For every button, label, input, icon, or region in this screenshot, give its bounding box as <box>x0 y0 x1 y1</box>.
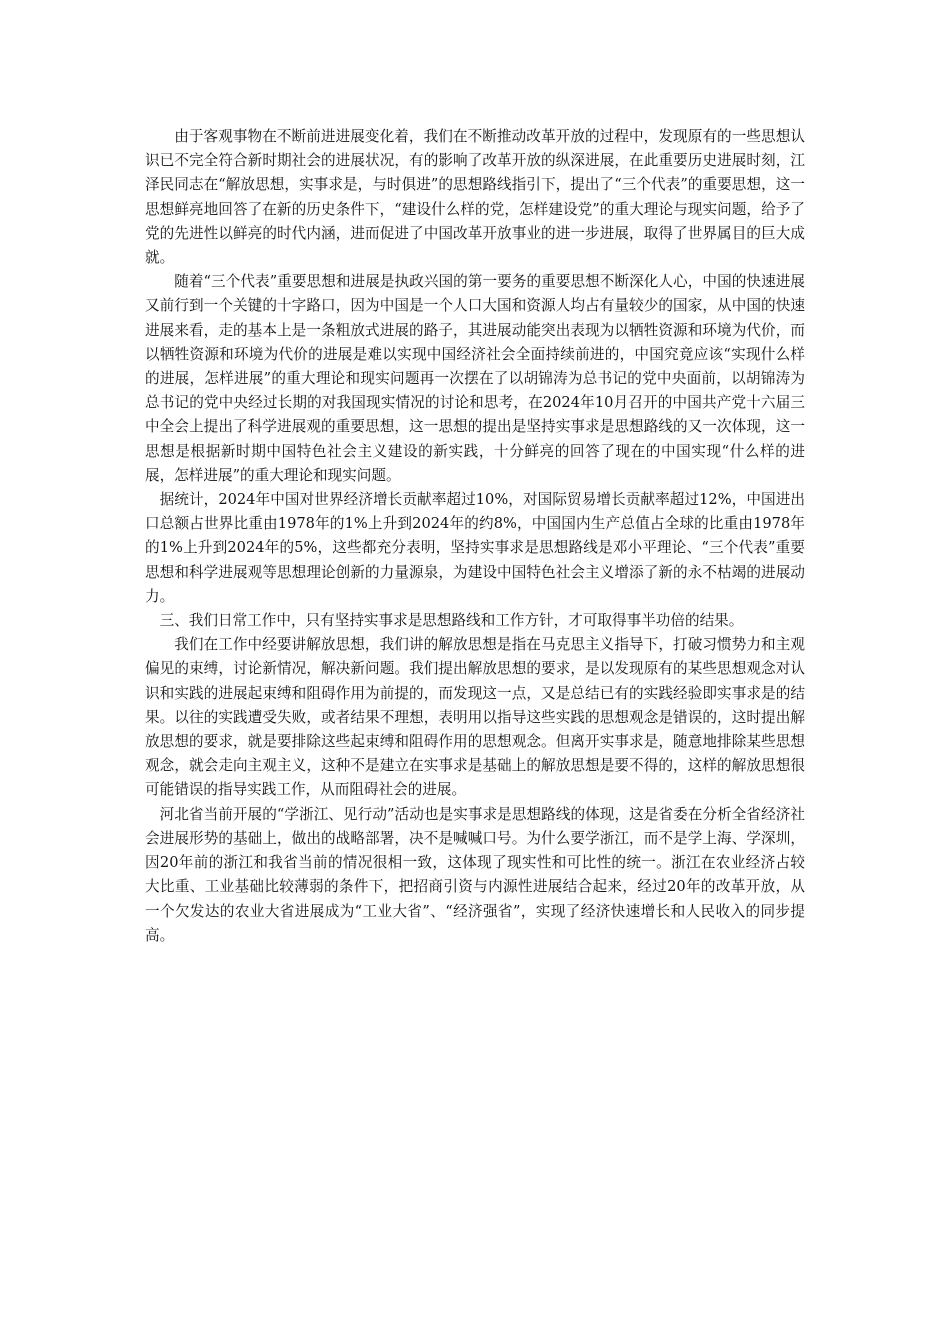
paragraph: 由于客观事物在不断前进进展变化着，我们在不断推动改革开放的过程中，发现原有的一些思想认识已不完全符合新时期社会的进展状况，有的影响了改革开放的纵深进展，在此重要历史进展时刻，江泽民同志在“解放思想，实事求是，与时俱进”的思想路线指引下，提出了“三个代表”的重要思想，这一思想鲜亮地回答了在新的历史条件下，“建设什么样的党，怎样建设党”的重大理论与现实问题，给予了党的先进性以鲜亮的时代内涵，进而促进了中国改革开放事业的进一步进展，取得了世界属目的巨大成就。 <box>145 128 805 267</box>
section-heading: 三、我们日常工作中，只有坚持实事求是思想路线和工作方针，才可取得事半功倍的结果。 <box>159 612 744 630</box>
paragraph: 随着“三个代表”重要思想和进展是执政兴国的第一要务的重要思想不断深化人心，中国的快速进展又前行到一个关键的十字路口，因为中国是一个人口大国和资源人均占有量较少的国家，从中国的快速进展来看，走的基本上是一条粗放式进展的路子，其进展动能突出表现为以牺牲资源和环境为代价，而以牺牲资源和环境为代价的进展是难以实现中国经济社会全面持续前进的，中国究竟应该“实现什么样的进展，怎样进展”的重大理论和现实问题再一次摆在了以胡锦涛为总书记的党中央面前，以胡锦涛为总书记的党中央经过长期的对我国现实情况的讨论和思考，在2024年10月召开的中国共产党十六届三中全会上提出了科学进展观的重要思想，这一思想的提出是坚持实事求是思想路线的又一次体现，这一思想是根据新时期中国特色社会主义建设的新实践，十分鲜亮的回答了现在的中国实现“什么样的进展，怎样进展”的重大理论和现实问题。 <box>145 273 805 484</box>
paragraph: 河北省当前开展的“学浙江、见行动”活动也是实事求是思想路线的体现，这是省委在分析全省经济社会进展形势的基础上，做出的战略部署，决不是喊喊口号。为什么要学浙江，而不是学上海、学深圳，因20年前的浙江和我省当前的情况很相一致，这体现了现实性和可比性的统一。浙江在农业经济占较大比重、工业基础比较薄弱的条件下，把招商引资与内源性进展结合起来，经过20年的改革开放，从一个欠发达的农业大省进展成为“工业大省”、“经济强省”，实现了经济快速增长和人民收入的同步提高。 <box>145 805 805 944</box>
document-body <box>145 125 805 948</box>
paragraph: 我们在工作中经要讲解放思想，我们讲的解放思想是指在马克思主义指导下，打破习惯势力和主观偏见的束缚，讨论新情况，解决新问题。我们提出解放思想的要求，是以发现原有的某些思想观念对认识和实践的进展起束缚和阻碍作用为前提的，而发现这一点，又是总结已有的实践经验即实事求是的结果。以往的实践遭受失败，或者结果不理想，表明用以指导这些实践的思想观念是错误的，这时提出解放思想的要求，就是要排除这些起束缚和阻碍作用的思想观念。但离开实事求是，随意地排除某些思想观念，就会走向主观主义，这种不是建立在实事求是基础上的解放思想是要不得的，这样的解放思想很可能错误的指导实践工作，从而阻碍社会的进展。 <box>145 636 805 799</box>
paragraph: 据统计，2024年中国对世界经济增长贡献率超过10%，对国际贸易增长贡献率超过12%，中国进出口总额占世界比重由1978年的1%上升到2024年的约8%，中国国内生产总值占全球的比重由1978年的1%上升到2024年的5%，这些都充分表明，坚持实事求是思想路线是邓小平理论、“三个代表”重要思想和科学进展观等思想理论创新的力量源泉，为建设中国特色社会主义增添了新的永不枯竭的进展动力。 <box>145 491 805 605</box>
